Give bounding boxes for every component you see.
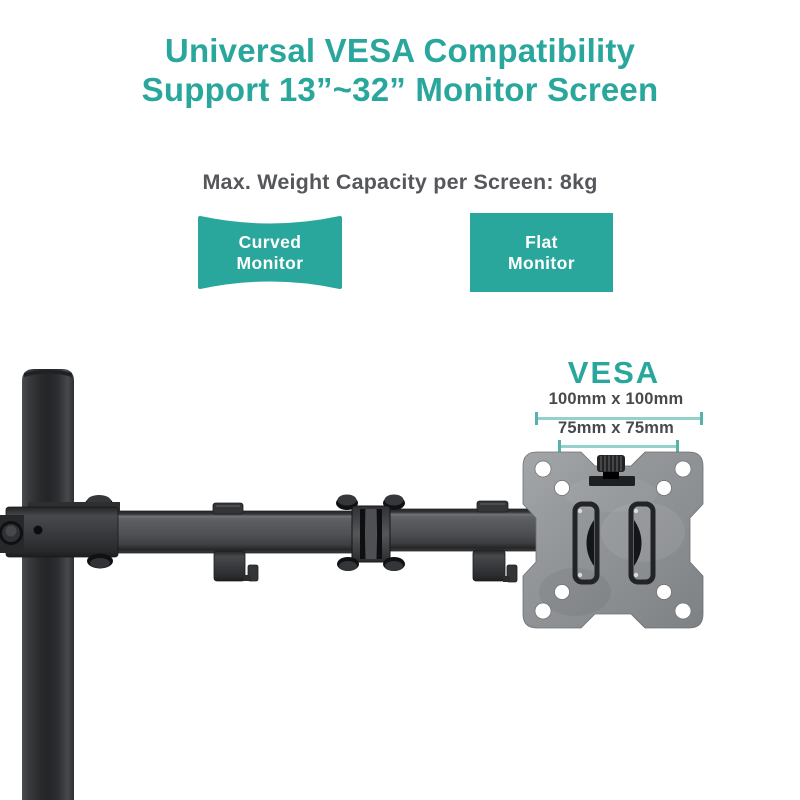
monitor-arm-product-image (0, 365, 710, 800)
arm-segment-front (380, 509, 546, 551)
arm-segment-rear (82, 511, 358, 553)
flat-monitor-badge (470, 213, 613, 292)
page-title-line1: Universal VESA Compatibility (164, 32, 636, 69)
curved-monitor-label: Curved Monitor (236, 231, 304, 273)
cable-hook-rear (214, 551, 258, 581)
vesa-100mm-label: 100mm x 100mm (548, 390, 684, 408)
cable-clip-front (477, 501, 508, 512)
vesa-75mm-label: 75mm x 75mm (558, 419, 674, 437)
mounting-pole (22, 369, 74, 800)
page-title-line2: Support 13”~32” Monitor Screen (141, 71, 659, 108)
cable-hook-front (473, 550, 517, 582)
vesa-label: VESA (567, 355, 661, 390)
vesa-plate (523, 452, 703, 628)
page-title (0, 31, 800, 109)
curved-monitor-badge (197, 212, 343, 293)
weight-capacity-text: Max. Weight Capacity per Screen: 8kg (202, 170, 598, 194)
flat-monitor-label: Flat Monitor (508, 231, 575, 273)
cable-clip-rear (213, 503, 243, 514)
